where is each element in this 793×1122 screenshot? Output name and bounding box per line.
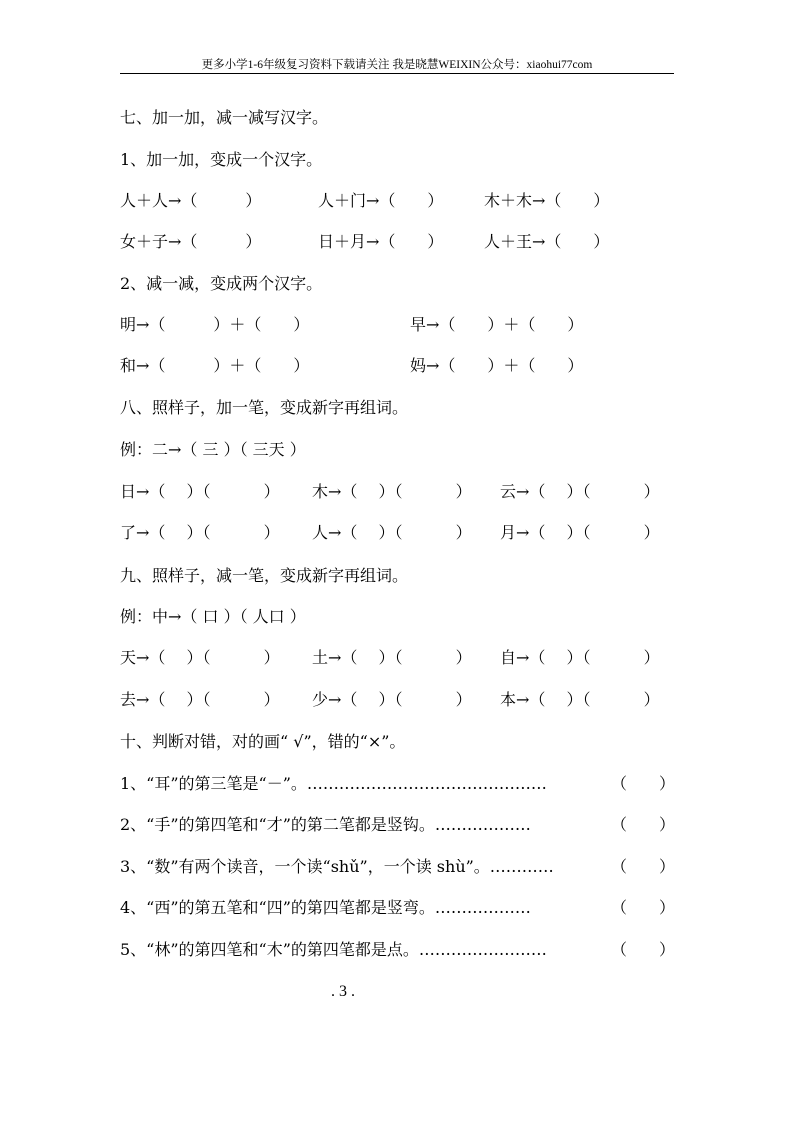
judgment-item — [120, 940, 675, 1000]
judgment-statement: 4、“西”的第五笔和“四”的第四笔都是竖弯。……………… — [120, 898, 531, 917]
page-number: . 3 . — [331, 983, 355, 1000]
stroke-add-item: 人→（ ）（ ） — [312, 523, 472, 542]
section9-title: 九、照样子，减一笔，变成新字再组词。 — [120, 566, 409, 585]
add-item: 人＋门→（ ） — [318, 191, 444, 210]
stroke-remove-item: 去→（ ）（ ） — [120, 690, 280, 709]
stroke-add-item: 月→（ ）（ ） — [500, 523, 660, 542]
subtract-item: 妈→（ ）＋（ ） — [410, 356, 584, 375]
stroke-add-item: 日→（ ）（ ） — [120, 482, 280, 501]
stroke-add-item: 了→（ ）（ ） — [120, 523, 280, 542]
judgment-statement: 5、“林”的第四笔和“木”的第四笔都是点。…………………… — [120, 940, 547, 959]
add-item: 日＋月→（ ） — [318, 232, 444, 251]
judgment-statement: 1、“耳”的第三笔是“－”。……………………………………… — [120, 774, 547, 793]
add-item: 人＋王→（ ） — [484, 232, 610, 251]
stroke-remove-item: 土→（ ）（ ） — [312, 648, 472, 667]
section9-example: 例：中→（ 口 ）（ 人口 ） — [120, 607, 306, 626]
stroke-add-item: 木→（ ）（ ） — [312, 482, 472, 501]
answer-blank: （ ） — [610, 940, 675, 959]
section7-q2-title: 2、减一减，变成两个汉字。 — [120, 274, 323, 293]
answer-blank: （ ） — [610, 815, 675, 834]
page-header: 更多小学1-6年级复习资料下载请关注 我是晓慧WEIXIN公众号：xiaohui77com — [201, 59, 593, 71]
header-divider — [120, 73, 674, 74]
section8-title: 八、照样子，加一笔，变成新字再组词。 — [120, 398, 409, 417]
section8-example: 例：二→（ 三 ）（ 三天 ） — [120, 440, 306, 459]
stroke-remove-item: 少→（ ）（ ） — [312, 690, 472, 709]
stroke-remove-item: 天→（ ）（ ） — [120, 648, 280, 667]
answer-blank: （ ） — [610, 774, 675, 793]
answer-blank: （ ） — [610, 857, 675, 876]
judgment-statement: 2、“手”的第四笔和“才”的第二笔都是竖钩。……………… — [120, 815, 531, 834]
subtract-item: 明→（ ）＋（ ） — [120, 315, 310, 334]
add-item: 木＋木→（ ） — [484, 191, 610, 210]
subtract-item: 早→（ ）＋（ ） — [410, 315, 584, 334]
section7-title: 七、加一加，减一减写汉字。 — [120, 108, 329, 127]
add-item: 人＋人→（ ） — [120, 191, 262, 210]
section7-q1-title: 1、加一加，变成一个汉字。 — [120, 150, 323, 169]
add-item: 女＋子→（ ） — [120, 232, 262, 251]
stroke-add-item: 云→（ ）（ ） — [500, 482, 660, 501]
section10-title: 十、判断对错，对的画“ √”，错的“×”。 — [120, 732, 406, 751]
answer-blank: （ ） — [610, 898, 675, 917]
judgment-statement: 3、“数”有两个读音，一个读“shǔ”，一个读 shù”。………… — [120, 857, 554, 876]
stroke-remove-item: 自→（ ）（ ） — [500, 648, 660, 667]
subtract-item: 和→（ ）＋（ ） — [120, 356, 310, 375]
stroke-remove-item: 本→（ ）（ ） — [500, 690, 660, 709]
